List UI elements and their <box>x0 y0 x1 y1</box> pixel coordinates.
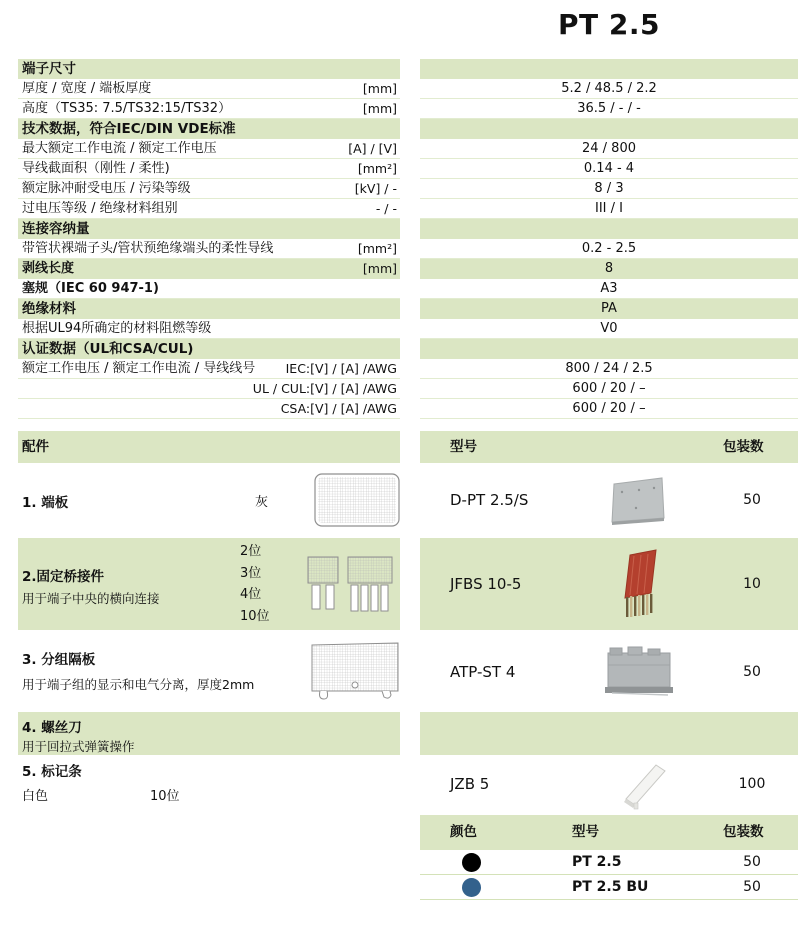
accessories-header <box>18 431 798 463</box>
section-header-technical-data <box>18 119 798 139</box>
spec-label: 厚度 / 宽度 / 端板厚度 <box>22 81 152 96</box>
spec-label: 根据UL94所确定的材料阻燃等级 <box>22 321 212 336</box>
accessory-row-screwdriver <box>18 712 798 755</box>
variant-model: PT 2.5 BU <box>572 879 649 895</box>
bridge-drawing <box>306 555 394 615</box>
section-label: 绝缘材料 <box>22 301 76 317</box>
spec-unit: [mm²] <box>357 161 397 176</box>
spec-row-strip-length <box>18 259 798 279</box>
spec-value: V0 <box>420 319 798 339</box>
spec-label: 额定脉冲耐受电压 / 污染等级 <box>22 181 191 196</box>
spec-row <box>18 139 798 159</box>
spec-value: 36.5 / - / - <box>420 99 798 119</box>
spec-value: PA <box>420 299 798 319</box>
spec-row <box>18 159 798 179</box>
jzb-photo <box>612 759 674 811</box>
accessory-size: 10位 <box>150 789 180 804</box>
accessory-model: JZB 5 <box>450 774 490 793</box>
qty-column-header: 包装数 <box>723 439 764 455</box>
d-pt-photo <box>606 474 668 528</box>
accessory-qty: 10 <box>743 576 761 592</box>
accessory-name: 1. 端板 <box>22 495 69 511</box>
spec-unit: IEC:[V] / [A] /AWG <box>285 361 397 376</box>
spec-row <box>18 199 798 219</box>
accessory-qty: 100 <box>738 775 766 792</box>
spec-value: 5.2 / 48.5 / 2.2 <box>420 79 798 99</box>
accessory-row-end-plate <box>18 467 798 533</box>
accessory-name: 2.固定桥接件 <box>22 569 105 585</box>
spec-label: 带管状裸端子头/管状预绝缘端头的柔性导线 <box>22 241 274 256</box>
spec-label: 过电压等级 / 绝缘材料组别 <box>22 201 178 216</box>
spec-row <box>18 79 798 99</box>
accessory-desc: 用于端子中央的横向连接 <box>22 591 160 606</box>
spec-row <box>18 399 798 419</box>
section-label: 连接容纳量 <box>22 221 90 237</box>
section-label: 技术数据，符合IEC/DIN VDE标准 <box>22 121 236 137</box>
section-header-certification-data <box>18 339 798 359</box>
section-header-dimensions <box>18 59 798 79</box>
spec-unit: [mm] <box>362 81 397 96</box>
accessory-name: 5. 标记条 <box>22 764 82 780</box>
page-title: PT 2.5 <box>558 8 660 41</box>
color-table-row <box>420 850 798 875</box>
section-header-connection-capacity <box>18 219 798 239</box>
separator-drawing <box>306 641 402 705</box>
spec-row-gauge <box>18 279 798 299</box>
model-column-header: 型号 <box>572 824 599 840</box>
accessory-qty: 50 <box>743 492 761 508</box>
spec-value: 800 / 24 / 2.5 <box>420 359 798 379</box>
color-table-row <box>420 875 798 900</box>
accessory-model: ATP-ST 4 <box>450 663 516 681</box>
spec-value: 8 / 3 <box>420 179 798 199</box>
spec-value: 24 / 800 <box>420 139 798 159</box>
spec-unit: CSA:[V] / [A] /AWG <box>280 401 397 416</box>
accessory-sizes: 2位 3位 4位 10位 <box>240 544 270 624</box>
accessory-qty: 50 <box>743 664 761 680</box>
spec-value: 8 <box>420 259 798 279</box>
color-variant-table <box>420 815 798 900</box>
section-header-insulation-material <box>18 299 798 319</box>
spec-unit: [mm²] <box>357 241 397 256</box>
spec-row <box>18 379 798 399</box>
accessory-model: JFBS 10-5 <box>450 575 522 593</box>
spec-label: 导线截面积（刚性 / 柔性) <box>22 161 170 176</box>
spec-value: 600 / 20 / – <box>420 399 798 419</box>
color-dot-blue <box>462 878 481 897</box>
accessory-color: 灰 <box>255 495 269 510</box>
accessory-model: D-PT 2.5/S <box>450 491 529 509</box>
spec-unit: [mm] <box>362 101 397 116</box>
model-column-header: 型号 <box>450 439 477 455</box>
section-label: 认证数据（UL和CSA/CUL) <box>22 341 194 357</box>
spec-label: 塞规（IEC 60 947-1) <box>22 281 159 296</box>
accessory-desc: 用于回拉式弹簧操作 <box>22 739 135 754</box>
accessory-desc: 用于端子组的显示和电气分离，厚度2mm <box>22 677 255 692</box>
spec-unit: [A] / [V] <box>348 141 397 156</box>
spec-value: 0.14 - 4 <box>420 159 798 179</box>
color-column-header: 颜色 <box>450 824 477 840</box>
spec-row <box>18 99 798 119</box>
color-table-header <box>420 815 798 850</box>
spec-row <box>18 179 798 199</box>
accessory-name: 4. 螺丝刀 <box>22 720 82 736</box>
end-plate-drawing <box>314 473 400 527</box>
jfbs-photo <box>616 547 668 623</box>
spec-label: 最大额定工作电流 / 额定工作电压 <box>22 141 217 156</box>
spec-label: 高度（TS35: 7.5/TS32:15/TS32） <box>22 101 232 116</box>
atp-photo <box>602 643 678 701</box>
spec-table <box>18 59 798 900</box>
color-dot-black <box>462 853 481 872</box>
spec-unit: UL / CUL:[V] / [A] /AWG <box>252 381 397 396</box>
accessory-name: 3. 分组隔板 <box>22 652 96 668</box>
spec-value: 600 / 20 / – <box>420 379 798 399</box>
accessories-title: 配件 <box>18 431 400 463</box>
spec-value: 0.2 - 2.5 <box>420 239 798 259</box>
spec-unit: - / - <box>375 201 397 216</box>
accessory-row-marking-strip <box>18 755 798 812</box>
section-label: 端子尺寸 <box>22 61 76 77</box>
accessory-color: 白色 <box>22 789 49 804</box>
accessory-row-fixed-bridge <box>18 538 798 630</box>
spec-row <box>18 359 798 379</box>
qty-column-header: 包装数 <box>723 824 764 840</box>
spec-unit: [kV] / - <box>354 181 397 196</box>
variant-model: PT 2.5 <box>572 854 622 870</box>
spec-label: 剥线长度 <box>22 261 75 276</box>
accessory-row-separator <box>18 635 798 709</box>
spec-value: III / I <box>420 199 798 219</box>
spec-label: 额定工作电压 / 额定工作电流 / 导线线号 <box>22 361 256 376</box>
spec-unit: [mm] <box>362 261 397 276</box>
spec-value: A3 <box>420 279 798 299</box>
spec-row <box>18 319 798 339</box>
spec-row <box>18 239 798 259</box>
variant-qty: 50 <box>743 854 761 870</box>
variant-qty: 50 <box>743 879 761 895</box>
